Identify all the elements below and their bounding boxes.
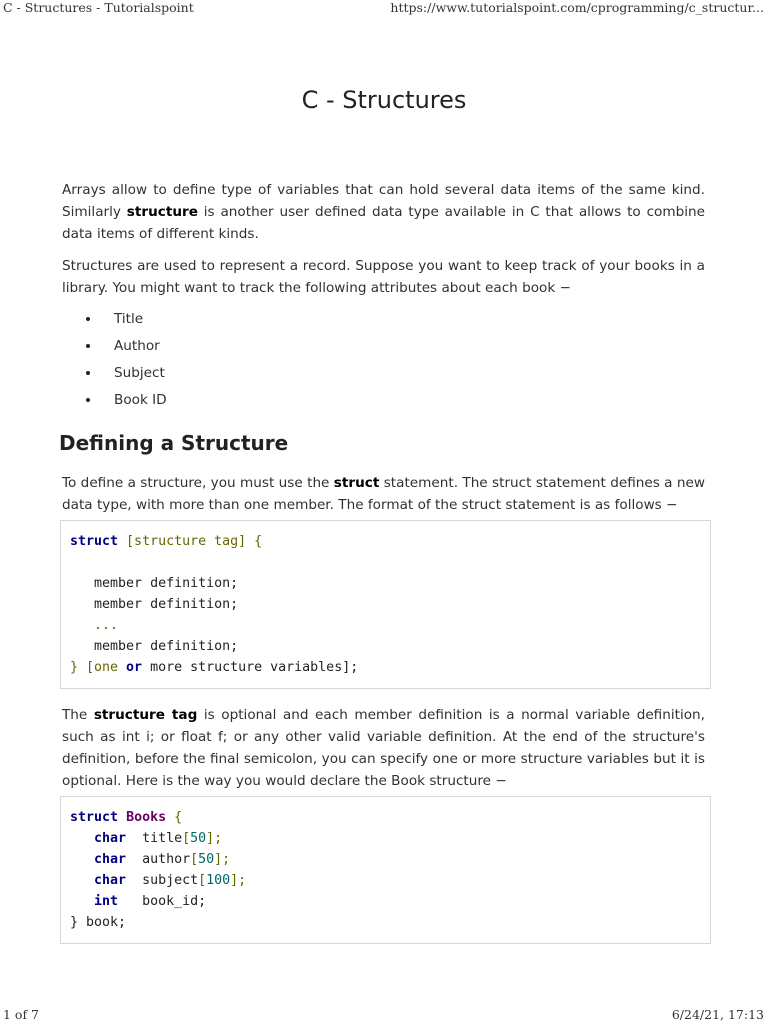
print-header-url: https://www.tutorialspoint.com/cprogramming/c_structur...: [390, 0, 764, 15]
books-struct-code-block: struct Books { char title[50]; char author[50]; char subject[100]; int book_id; } book;: [60, 796, 711, 944]
list-item: Author: [62, 335, 167, 362]
structure-tag-paragraph: The structure tag is optional and each member definition is a normal variable definition, such as int i; or float f; or any other valid variable definition. At the end of the structure's definition, before the final semicolon, you can specify one or more structure variables but it is optional. Here is the way you would declare the Book structure −: [62, 707, 705, 789]
struct-keyword: struct: [333, 475, 380, 491]
structure-keyword: structure: [126, 204, 198, 220]
print-header-title: C - Structures - Tutorialspoint: [3, 0, 194, 15]
bullet-icon: [86, 317, 90, 321]
bullet-icon: [86, 371, 90, 375]
structure-tag-keyword: structure tag: [93, 707, 198, 723]
struct-syntax-code-block: struct [structure tag] { member definition; member definition; ... member definition; } [one or more structure variables];: [60, 520, 711, 689]
print-datetime: 6/24/21, 17:13: [671, 1007, 764, 1022]
attribute-list: [62, 308, 167, 416]
bullet-icon: [86, 344, 90, 348]
intro-paragraph-1: Arrays allow to define type of variables that can hold several data items of the same kind. Similarly structure is another user defined data type available in C that allows to combine data items of different kinds.: [62, 182, 706, 242]
list-item: Subject: [62, 362, 167, 389]
list-item: Title: [62, 308, 167, 335]
page-title: C - Structures: [301, 86, 467, 114]
section-heading: Defining a Structure: [59, 431, 289, 455]
list-item: Book ID: [62, 389, 167, 416]
bullet-icon: [86, 398, 90, 402]
intro-paragraph-2: Structures are used to represent a record. Suppose you want to keep track of your books in a library. You might want to track the following attributes about each book −: [62, 258, 705, 296]
define-paragraph: To define a structure, you must use the struct statement. The struct statement defines a new data type, with more than one member. The format of the struct statement is as follows −: [62, 475, 705, 513]
page-indicator: 1 of 7: [3, 1007, 40, 1022]
